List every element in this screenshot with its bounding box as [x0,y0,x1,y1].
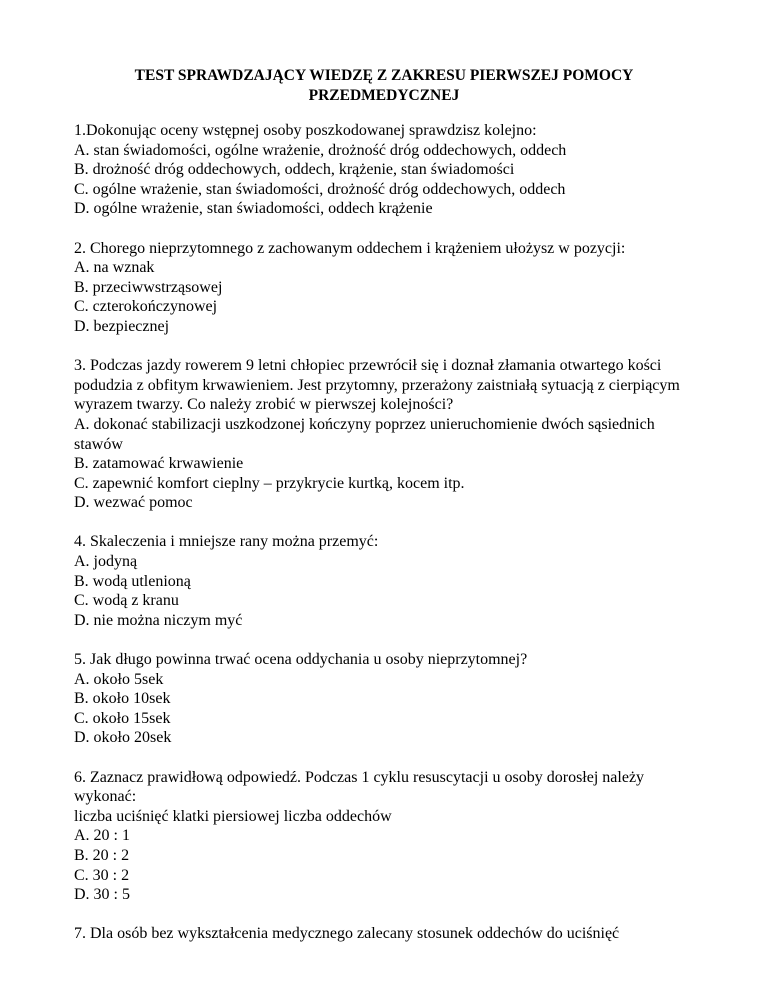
document-title [60,66,708,106]
title-line-1: TEST SPRAWDZAJĄCY WIEDZĘ Z ZAKRESU PIERWSZEJ POMOCY [134,67,634,84]
question-subtext: liczba uciśnięć klatki piersiowej liczba oddechów [74,807,392,825]
question-text: 2. Chorego nieprzytomnego z zachowanym oddechem i krążeniem ułożysz w pozycji: [74,239,626,257]
answer-option: D. bezpiecznej [74,317,170,335]
answer-option: B. drożność dróg oddechowych, oddech, krążenie, stan świadomości [74,161,515,179]
answer-option: B. 20 : 2 [74,846,130,864]
title-line-2: PRZEDMEDYCZNEJ [308,87,460,104]
answer-option: A. jodyną [74,553,138,571]
answer-option: C. czterokończynowej [74,298,218,316]
question-6 [74,768,704,905]
answer-option: B. zatamować krwawienie [74,455,244,473]
question-7 [74,924,704,944]
answer-option: C. 30 : 2 [74,866,130,884]
answer-option: A. na wznak [74,259,155,277]
question-1 [74,121,704,219]
answer-option: D. około 20sek [74,729,172,747]
answer-option: C. ogólne wrażenie, stan świadomości, drożność dróg oddechowych, oddech [74,180,566,198]
answer-option: D. 30 : 5 [74,886,130,904]
question-5 [74,650,704,748]
question-2 [74,239,704,337]
answer-option: B. wodą utlenioną [74,572,191,590]
question-text: 5. Jak długo powinna trwać ocena oddychania u osoby nieprzytomnej? [74,651,528,669]
answer-option: D. nie można niczym myć [74,611,243,629]
answer-option: A. około 5sek [74,670,164,688]
answer-option: B. około 10sek [74,690,171,708]
answer-option: D. wezwać pomoc [74,494,193,512]
answer-option: B. przeciwwstrząsowej [74,278,223,296]
answer-option: D. ogólne wrażenie, stan świadomości, oddech krążenie [74,200,433,218]
answer-option: A. dokonać stabilizacji uszkodzonej kończyny poprzez unieruchomienie dwóch sąsiednich stawów [74,415,655,453]
answer-option: C. wodą z kranu [74,592,179,610]
question-text: 6. Zaznacz prawidłową odpowiedź. Podczas 1 cyklu resuscytacji u osoby dorosłej należy wykonać: [74,768,645,806]
question-text: 3. Podczas jazdy rowerem 9 letni chłopiec przewrócił się i doznał złamania otwartego kości podudzia z obfitym krwawieniem. Jest przytomny, przerażony zaistniałą sytuacją z cierpiącym wyrazem twarzy. Co należy zrobić w pierwszej kolejności? [74,357,680,414]
question-text: 1.Dokonując oceny wstępnej osoby poszkodowanej sprawdzisz kolejno: [74,122,537,139]
answer-option: C. około 15sek [74,709,171,727]
question-text: 7. Dla osób bez wykształcenia medycznego zalecany stosunek oddechów do uciśnięć [74,925,620,943]
question-4 [74,532,704,630]
answer-option: A. 20 : 1 [74,827,130,845]
document-body [74,121,704,964]
question-3 [74,356,704,513]
answer-option: C. zapewnić komfort cieplny – przykrycie kurtką, kocem itp. [74,474,465,492]
answer-option: A. stan świadomości, ogólne wrażenie, drożność dróg oddechowych, oddech [74,141,567,159]
question-text: 4. Skaleczenia i mniejsze rany można przemyć: [74,533,379,551]
